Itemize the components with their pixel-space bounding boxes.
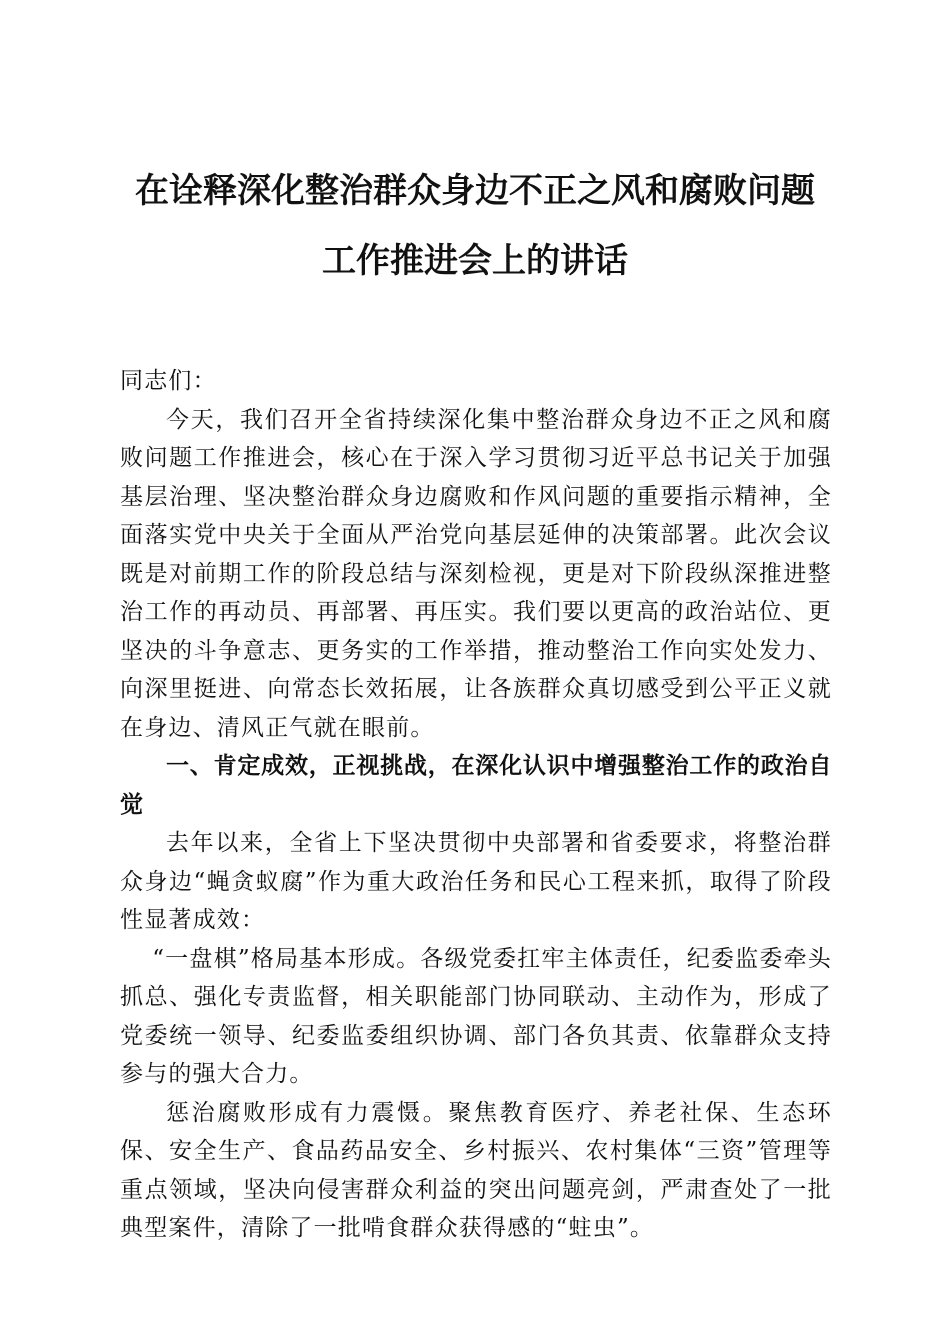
salutation: 同志们： [120, 368, 217, 394]
section1-paragraph-1: 去年以来，全省上下坚决贯彻中央部署和省委要求，将整治群众身边“蝇贪蚁腐”作为重大政治任务和民心工程来抓，取得了阶段性显著成效： [120, 830, 832, 933]
document-body [120, 362, 832, 1248]
intro-paragraph: 今天，我们召开全省持续深化集中整治群众身边不正之风和腐败问题工作推进会，核心在于深入学习贯彻习近平总书记关于加强基层治理、坚决整治群众身边腐败和作风问题的重要指示精神，全面落实党中央关于全面从严治党向基层延伸的决策部署。此次会议既是对前期工作的阶段总结与深刻检视，更是对下阶段纵深推进整治工作的再动员、再部署、再压实。我们要以更高的政治站位、更坚决的斗争意志、更务实的工作举措，推动整治工作向实处发力、向深里挺进、向常态长效拓展，让各族群众真切感受到公平正义就在身边、清风正气就在眼前。 [120, 406, 832, 741]
title-line-1: 在诠释深化整治群众身边不正之风和腐败问题 [135, 171, 815, 211]
section1-paragraph-2: “一盘棋”格局基本形成。各级党委扛牢主体责任，纪委监委牵头抓总、强化专责监督，相关职能部门协同联动、主动作为，形成了党委统一领导、纪委监委组织协调、部门各负其责、依靠群众支持参与的强大合力。 [120, 945, 832, 1087]
title-line-2: 工作推进会上的讲话 [322, 241, 628, 281]
section1-paragraph-3: 惩治腐败形成有力震慑。聚焦教育医疗、养老社保、生态环保、安全生产、食品药品安全、乡村振兴、农村集体“三资”管理等重点领域，坚决向侵害群众利益的突出问题亮剑，严肃查处了一批典型案件，清除了一批啃食群众获得感的“蛀虫”。 [120, 1099, 832, 1241]
section-heading-1: 一、肯定成效，正视挑战，在深化认识中增强整治工作的政治自觉 [120, 753, 832, 818]
document-title [0, 168, 950, 284]
